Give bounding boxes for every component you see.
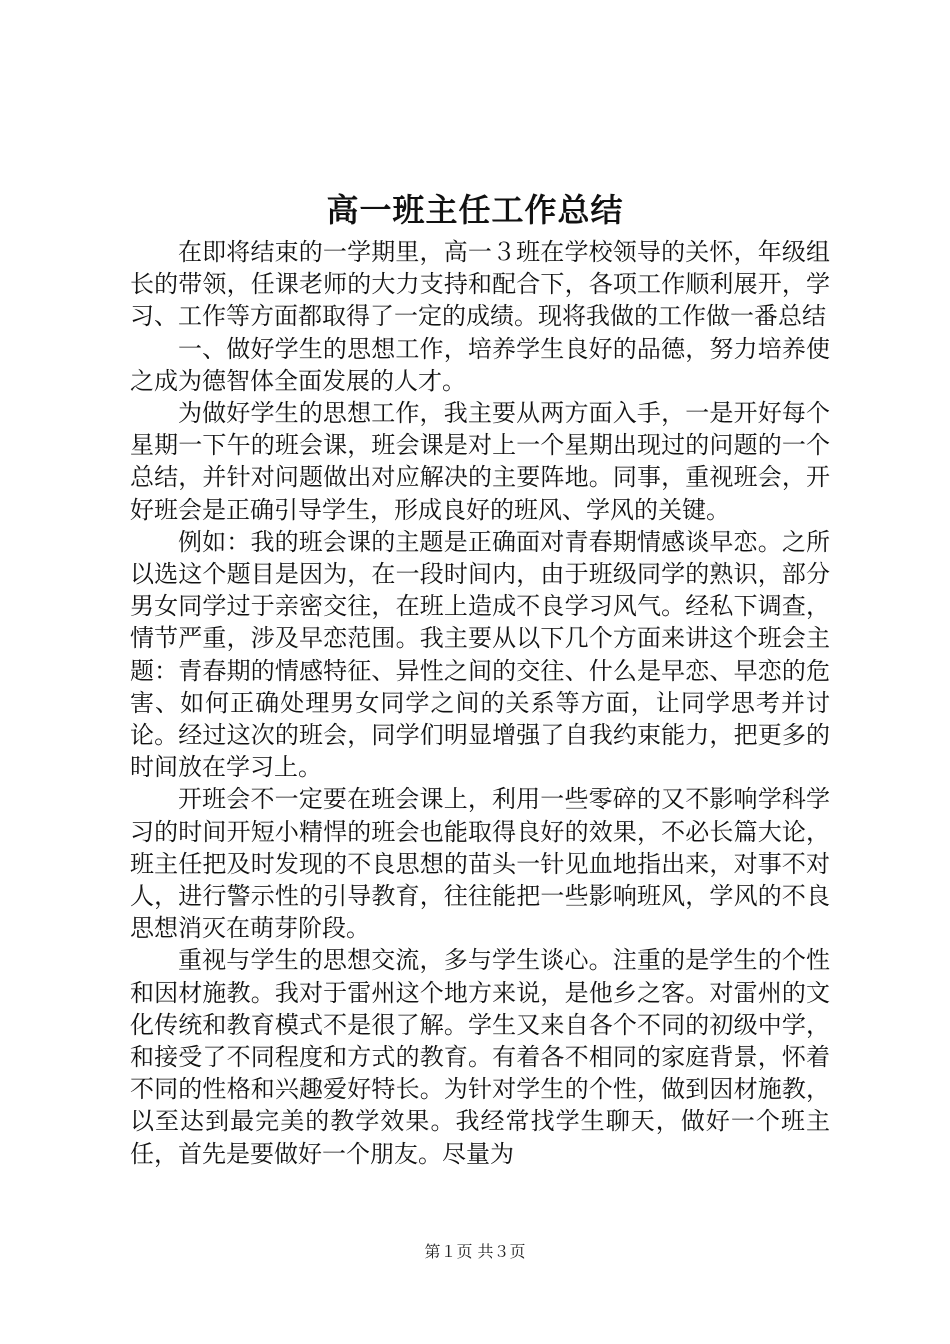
- paragraph: 例如：我的班会课的主题是正确面对青春期情感谈早恋。之所以选这个题目是因为，在一段时间内，由于班级同学的熟识，部分男女同学过于亲密交往，在班上造成不良学习风气。经私下调查，情节严重，涉及早恋范围。我主要从以下几个方面来讲这个班会主题：青春期的情感特征、异性之间的交往、什么是早恋、早恋的危害、如何正确处理男女同学之间的关系等方面，让同学思考并讨论。经过这次的班会，同学们明显增强了自我约束能力，把更多的时间放在学习上。: [130, 527, 830, 782]
- paragraph: 为做好学生的思想工作，我主要从两方面入手，一是开好每个星期一下午的班会课，班会课是对上一个星期出现过的问题的一个总结，并针对问题做出对应解决的主要阵地。同事，重视班会，开好班会是正确引导学生，形成良好的班风、学风的关键。: [130, 399, 830, 524]
- paragraph: 开班会不一定要在班会课上，利用一些零碎的又不影响学科学习的时间开短小精悍的班会也能取得良好的效果，不必长篇大论，班主任把及时发现的不良思想的苗头一针见血地指出来，对事不对人，进行警示性的引导教育，往往能把一些影响班风，学风的不良思想消灭在萌芽阶段。: [130, 785, 830, 943]
- page-number-footer: 第１页 共３页: [424, 1242, 526, 1261]
- paragraph: 在即将结束的一学期里，高一３班在学校领导的关怀，年级组长的带领，任课老师的大力支持和配合下，各项工作顺利展开，学习、工作等方面都取得了一定的成绩。现将我做的工作做一番总结: [130, 238, 830, 331]
- document-title: 高一班主任工作总结: [326, 191, 624, 229]
- paragraph: 一、做好学生的思想工作，培养学生良好的品德，努力培养使之成为德智体全面发展的人才。: [130, 334, 830, 395]
- document-body: [130, 236, 830, 1170]
- paragraph: 重视与学生的思想交流，多与学生谈心。注重的是学生的个性和因材施教。我对于雷州这个地方来说，是他乡之客。对雷州的文化传统和教育模式不是很了解。学生又来自各个不同的初级中学，和接受了不同程度和方式的教育。有着各不相同的家庭背景，怀着不同的性格和兴趣爱好特长。为针对学生的个性，做到因材施教，以至达到最完美的教学效果。我经常找学生聊天，做好一个班主任，首先是要做好一个朋友。尽量为: [130, 946, 830, 1168]
